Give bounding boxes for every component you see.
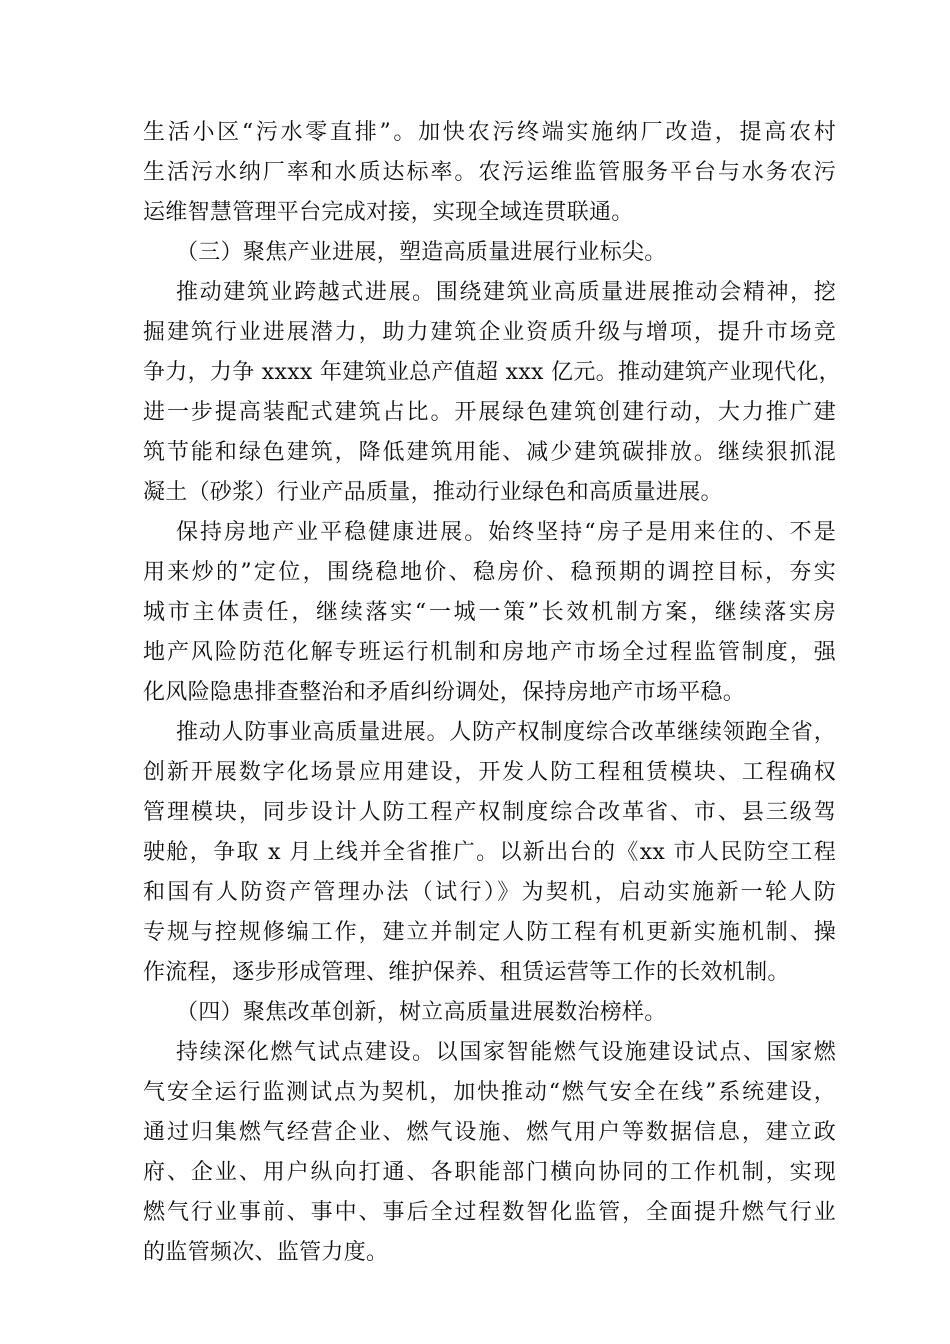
text-line: 持续深化燃气试点建设。以国家智能燃气设施建设试点、国家燃 xyxy=(176,1040,836,1065)
text-line: 驶舱，争取 x 月上线并全省推广。以新出台的《xx 市人民防空工程 xyxy=(143,840,836,865)
paragraph xyxy=(143,233,836,273)
text-line: 城市主体责任，继续落实“一城一策”长效机制方案，继续落实房 xyxy=(143,600,836,625)
text-line: 推动人防事业高质量进展。人防产权制度综合改革继续领跑全省， xyxy=(176,720,836,745)
document-body xyxy=(143,113,841,1273)
text-line: 生活污水纳厂率和水质达标率。农污运维监管服务平台与水务农污 xyxy=(143,160,836,185)
text-line: 气安全运行监测试点为契机，加快推动“燃气安全在线”系统建设， xyxy=(143,1080,836,1105)
text-line: （四）聚焦改革创新，树立高质量进展数治榜样。 xyxy=(176,1000,667,1025)
paragraph xyxy=(143,273,841,513)
paragraph xyxy=(143,513,836,713)
text-line: 燃气行业事前、事中、事后全过程数智化监管，全面提升燃气行业 xyxy=(143,1200,836,1225)
text-line: 通过归集燃气经营企业、燃气设施、燃气用户等数据信息，建立政 xyxy=(143,1120,836,1145)
text-line: 运维智慧管理平台完成对接，实现全域连贯联通。 xyxy=(143,200,634,225)
text-line: 和国有人防资产管理办法（试行）》为契机，启动实施新一轮人防 xyxy=(143,880,836,905)
paragraph xyxy=(143,713,836,993)
text-line: 府、企业、用户纵向打通、各职能部门横向协同的工作机制，实现 xyxy=(143,1160,836,1185)
text-line: 地产风险防范化解专班运行机制和房地产市场全过程监管制度，强 xyxy=(143,640,836,665)
paragraph xyxy=(143,993,836,1033)
text-line: 创新开展数字化场景应用建设，开发人防工程租赁模块、工程确权 xyxy=(143,760,836,785)
text-line: 生活小区“污水零直排”。加快农污终端实施纳厂改造，提高农村 xyxy=(143,120,836,145)
text-line: 的监管频次、监管力度。 xyxy=(143,1240,389,1265)
text-line: 化风险隐患排查整治和矛盾纠纷调处，保持房地产市场平稳。 xyxy=(143,680,746,705)
text-line: 争力，力争 xxxx 年建筑业总产值超 xxx 亿元。推动建筑产业现代化， xyxy=(143,360,841,385)
text-line: 专规与控规修编工作，建立并制定人防工程有机更新实施机制、操 xyxy=(143,920,836,945)
text-line: （三）聚焦产业进展，塑造高质量进展行业标尖。 xyxy=(176,240,667,265)
text-line: 掘建筑行业进展潜力，助力建筑企业资质升级与增项，提升市场竞 xyxy=(143,320,836,345)
text-line: 作流程，逐步形成管理、维护保养、租赁运营等工作的长效机制。 xyxy=(143,960,790,985)
text-line: 进一步提高装配式建筑占比。开展绿色建筑创建行动，大力推广建 xyxy=(143,400,836,425)
text-line: 推动建筑业跨越式进展。围绕建筑业高质量进展推动会精神，挖 xyxy=(176,280,836,305)
text-line: 筑节能和绿色建筑，降低建筑用能、减少建筑碳排放。继续狠抓混 xyxy=(143,440,836,465)
text-line: 保持房地产业平稳健康进展。始终坚持“房子是用来住的、不是 xyxy=(176,520,836,545)
text-line: 凝土（砂浆）行业产品质量，推动行业绿色和高质量进展。 xyxy=(143,480,723,505)
text-line: 管理模块，同步设计人防工程产权制度综合改革省、市、县三级驾 xyxy=(143,800,836,825)
paragraph xyxy=(143,113,836,233)
text-line: 用来炒的”定位，围绕稳地价、稳房价、稳预期的调控目标，夯实 xyxy=(143,560,836,585)
paragraph xyxy=(143,1033,836,1273)
